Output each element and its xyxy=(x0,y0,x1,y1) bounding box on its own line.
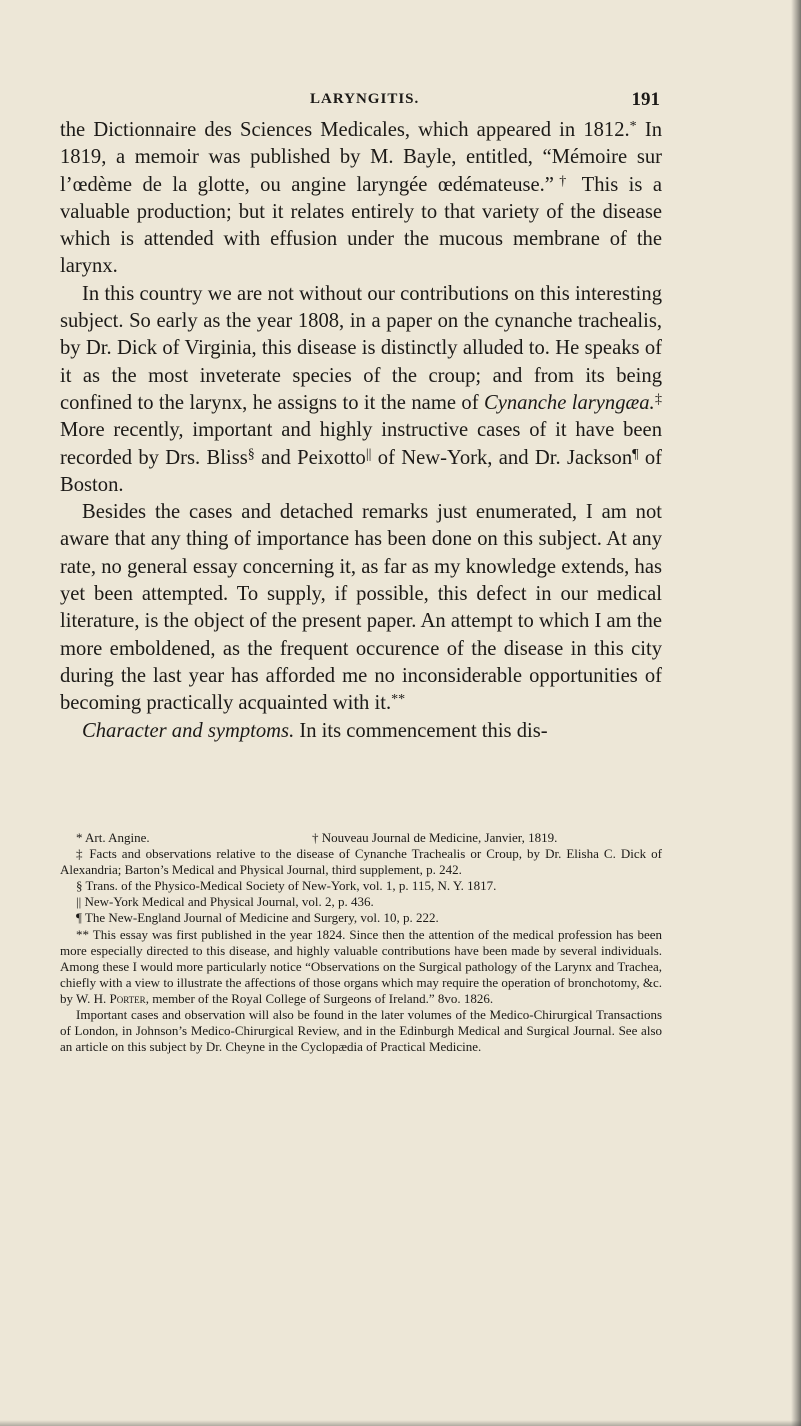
footnote-ref: ¶ xyxy=(632,446,639,462)
text-run: In its commencement this dis- xyxy=(294,719,548,742)
paragraph-1 xyxy=(60,117,662,281)
footnotes xyxy=(60,830,662,1055)
text-run: , member of the Royal College of Surgeons of Ireland.” 8vo. 1826. xyxy=(145,990,494,1006)
author-name: Porter xyxy=(109,990,146,1006)
text-run: of New-York, and Dr. Jackson xyxy=(371,446,633,469)
text-run: More recently, important and highly instructive cases of it have been recorded by Drs. Bliss xyxy=(60,419,662,469)
footnote-ref: † xyxy=(553,173,572,189)
section-heading: Character and symptoms. xyxy=(82,719,295,742)
paragraph-2 xyxy=(60,281,662,499)
text-run: In this country we are not without our contributions on this interesting subject. So early as the year 1808, in a paper on the cynanche trachealis, by Dr. Dick of Virginia, this disease is distinctly alluded to. He speaks of it as the most inveterate species of the croup; and from its being confined to the larynx, he assigns to it the name of xyxy=(60,282,662,414)
running-head xyxy=(60,89,660,111)
footnote-5: || New-York Medical and Physical Journal, vol. 2, p. 436. xyxy=(76,894,374,910)
text-run: and Peixotto xyxy=(254,446,366,469)
footnote-2: † Nouveau Journal de Medicine, Janvier, 1819. xyxy=(312,830,558,845)
footnote-7 xyxy=(60,927,662,1007)
footnote-ref: * xyxy=(629,119,637,134)
paragraph-4 xyxy=(60,718,662,745)
footnote-ref: § xyxy=(247,446,255,462)
footnote-ref: ** xyxy=(391,692,406,708)
body-text xyxy=(60,117,662,745)
text-run: ** This essay was first published in the year 1824. Since then the attention of the medical profession has been more especially directed to this disease, and highly valuable contributions have been made by several individuals. Among these I would more particularly notice “Observations on the Surgical pathology of the Larynx and Trachea, chiefly with a view to illustrate the affections of those organs which may require the operation of bronchotomy, &c. by W. H. xyxy=(60,926,662,1006)
text-run: Besides the cases and detached remarks just enumerated, I am not aware that any thing of importance has been done on this subject. At any rate, no general essay concerning it, as far as my knowledge extends, has yet been attempted. To supply, if possible, this defect in our medical literature, is the object of the present paper. An attempt to which I am the more emboldened, as the frequent occurence of the disease in this city during the last year has afforded me no inconsiderable opportunities of becoming practically acquainted with it. xyxy=(60,501,662,715)
page-number: 191 xyxy=(631,89,660,110)
text-run: the Dictionnaire des Sciences Medicales, which appeared in 1812. xyxy=(60,119,630,141)
footnote-4: § Trans. of the Physico-Medical Society of New-York, vol. 1, p. 115, N. Y. 1817. xyxy=(76,878,497,894)
footnote-ref: ‡ xyxy=(654,391,662,407)
running-title: LARYNGITIS. xyxy=(310,91,420,107)
text-run: In 1819, a memoir was published by M. Bayle, entitled, “Mémoire sur l’œdème de la glotte, ou angine laryngée œdémateuse.” xyxy=(60,119,662,196)
page-edge-shadow xyxy=(791,0,801,1426)
page-bottom-shadow xyxy=(0,1420,801,1426)
footnote-3: ‡ Facts and observations relative to the disease of Cynanche Trachealis or Croup, by Dr. Elisha C. Dick of Alexandria; Barton’s Medical and Physical Journal, third supplement, p. 242. xyxy=(60,846,662,878)
footnote-row xyxy=(60,830,662,846)
text-run: of Boston. xyxy=(60,446,662,496)
footnote-1: * Art. Angine. xyxy=(76,830,150,845)
footnote-ref: || xyxy=(365,446,372,462)
footnote-6: ¶ The New-England Journal of Medicine and Surgery, vol. 10, p. 222. xyxy=(76,910,439,926)
italic-term: Cynanche laryngæa. xyxy=(483,391,655,414)
paragraph-3 xyxy=(60,499,662,717)
text-run: This is a valuable production; but it relates entirely to that variety of the disease which is attended with effusion under the mucous membrane of the larynx. xyxy=(60,173,662,278)
footnote-8: Important cases and observation will also be found in the later volumes of the Medico-Chirurgical Transactions of London, in Johnson’s Medico-Chirurgical Review, and in the Edinburgh Medical and Surgical Journal. See also an article on this subject by Dr. Cheyne in the Cyclopædia of Practical Medicine. xyxy=(60,1007,662,1055)
